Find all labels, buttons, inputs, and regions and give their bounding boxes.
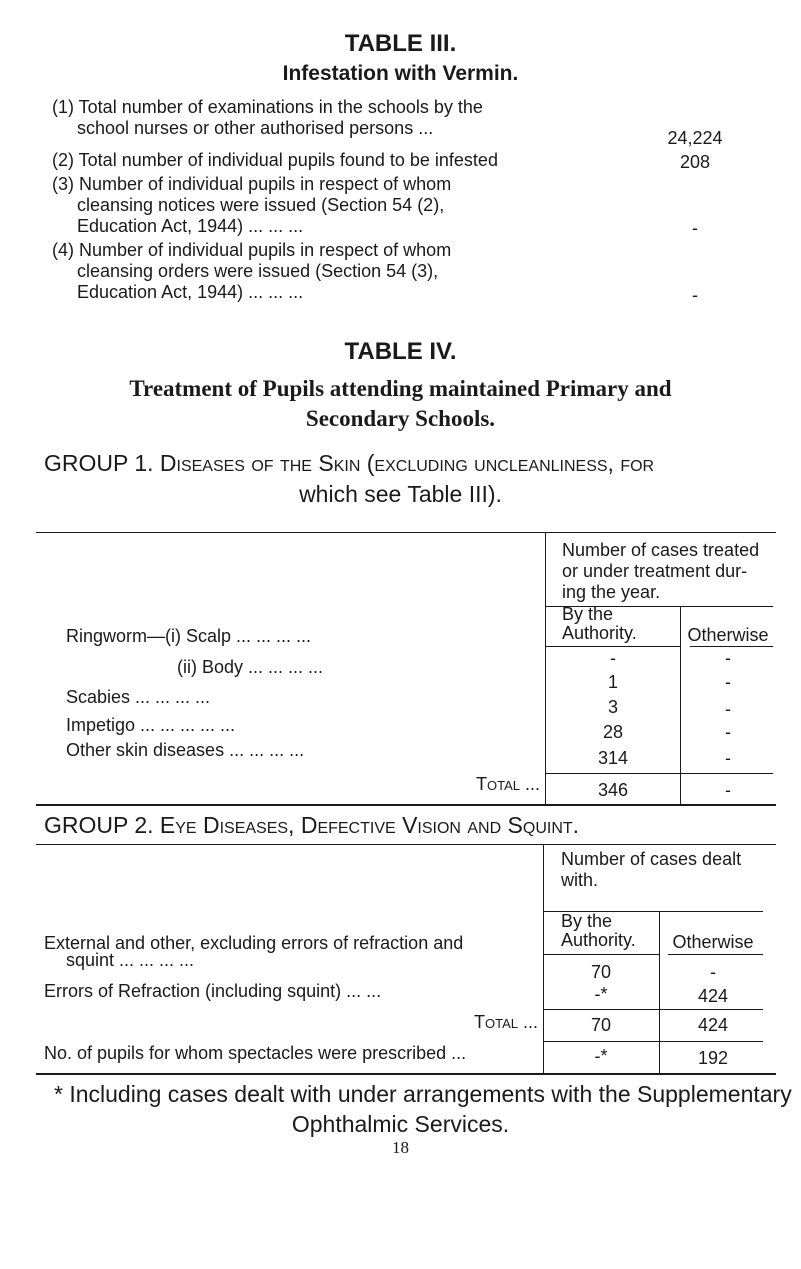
- g1-row-ringworm-scalp-authority: -: [610, 648, 616, 668]
- g2-rule-total-top: [543, 1009, 763, 1010]
- g1-row-other-skin-otherwise: -: [725, 748, 731, 768]
- g1-row-scabies: Scabies ... ... ... ...: [66, 687, 211, 707]
- item-line: school nurses or other authorised persons ...: [77, 118, 434, 138]
- g1-row-other-skin: Other skin diseases ... ... ... ...: [66, 740, 305, 760]
- g1-total-authority: 346: [597, 780, 629, 800]
- item-line: cleansing notices were issued (Section 54 (2),: [77, 195, 445, 215]
- g1-col-authority: [562, 605, 680, 643]
- g1-row-scabies-otherwise: -: [725, 699, 731, 719]
- table3-item-4: [52, 240, 612, 303]
- group2-heading: GROUP 2. Eye Diseases, Defective Vision and Squint.: [44, 812, 580, 838]
- g2-rule-total-bottom: [543, 1041, 763, 1042]
- col-authority-line: By the: [561, 911, 613, 931]
- g1-rule-bottom: [36, 804, 776, 806]
- g1-row-ringworm-body-otherwise: -: [725, 672, 731, 692]
- row-label-line: External and other, excluding errors of refraction and: [44, 933, 464, 953]
- g2-row-spectacles: No. of pupils for whom spectacles were prescribed ...: [44, 1043, 467, 1063]
- g1-total-otherwise: -: [725, 780, 731, 800]
- g1-rule-total: [545, 773, 773, 774]
- g1-rule-divider: [545, 533, 546, 804]
- g1-row-scabies-authority: 3: [607, 697, 618, 717]
- g2-row-refraction-authority: -*: [594, 984, 608, 1004]
- row-label-line: squint ... ... ... ...: [66, 950, 195, 970]
- table3-item-1: [52, 97, 612, 139]
- g2-col-otherwise: Otherwise: [672, 932, 754, 952]
- g2-col-authority: [561, 912, 661, 950]
- g1-rule-sub-otherwise: [690, 646, 773, 647]
- col-authority-line: By the: [562, 604, 614, 624]
- g2-row-external-authority: 70: [590, 962, 612, 982]
- page-number: 18: [392, 1138, 409, 1157]
- g2-rule-divider: [543, 845, 544, 1074]
- item-line: (3) Number of individual pupils in respect of whom: [52, 174, 452, 194]
- g2-col-header: [561, 849, 781, 891]
- table3-title: TABLE III.: [344, 30, 457, 57]
- g1-rule-sub-authority: [545, 646, 680, 647]
- col-authority-line: Authority.: [561, 930, 636, 950]
- table3-value-3: -: [692, 218, 698, 238]
- g2-rule-sub-authority: [543, 954, 659, 955]
- g2-row-external: [44, 933, 539, 971]
- col-authority-line: Authority.: [562, 623, 637, 643]
- footnote-line2: Ophthalmic Services.: [291, 1111, 510, 1137]
- item-line: (2) Total number of individual pupils found to be infested: [52, 150, 498, 170]
- g2-total-authority: 70: [590, 1015, 612, 1035]
- g2-row-spectacles-authority: -*: [594, 1046, 608, 1066]
- g2-row-external-otherwise: -: [710, 962, 716, 982]
- g1-row-impetigo-otherwise: -: [725, 722, 731, 742]
- g2-rule-bottom: [36, 1073, 776, 1075]
- group1-heading-line1: GROUP 1. Diseases of the Skin (excluding uncleanliness, for: [44, 450, 655, 476]
- table3-subtitle: Infestation with Vermin.: [282, 62, 519, 85]
- g1-row-impetigo: Impetigo ... ... ... ... ...: [66, 715, 236, 735]
- table3-item-2: [52, 150, 612, 171]
- table3-value-2: 208: [679, 152, 711, 172]
- col-header-line: Number of cases dealt: [561, 849, 742, 869]
- g1-total-label: Total ...: [476, 774, 540, 794]
- col-header-line: ing the year.: [562, 582, 661, 602]
- g2-total-otherwise: 424: [697, 1015, 729, 1035]
- table4-subtitle-line1: Treatment of Pupils attending maintained Primary and: [129, 376, 672, 401]
- table3-value-1: 24,224: [667, 128, 723, 148]
- g2-row-refraction-otherwise: 424: [697, 986, 729, 1006]
- group1-heading-line2: which see Table III).: [299, 481, 502, 507]
- g1-col-otherwise: Otherwise: [687, 625, 769, 645]
- g1-col-header: [562, 540, 782, 603]
- g1-rule-top: [36, 532, 776, 533]
- g1-row-ringworm-scalp: Ringworm—(i) Scalp ... ... ... ...: [66, 626, 312, 646]
- g2-row-spectacles-otherwise: 192: [697, 1048, 729, 1068]
- g2-total-label: Total ...: [474, 1012, 538, 1032]
- g2-row-refraction: Errors of Refraction (including squint) ... ...: [44, 981, 382, 1001]
- col-header-line: or under treatment dur-: [562, 561, 748, 581]
- item-line: Education Act, 1944) ... ... ...: [77, 282, 304, 302]
- col-header-line: with.: [561, 870, 599, 890]
- g1-row-other-skin-authority: 314: [597, 748, 629, 768]
- g1-rule-col-divider: [680, 607, 681, 804]
- table3-value-4: -: [692, 285, 698, 305]
- col-header-line: Number of cases treated: [562, 540, 760, 560]
- table3-item-3: [52, 174, 612, 237]
- g2-rule-sub-otherwise: [668, 954, 763, 955]
- item-line: Education Act, 1944) ... ... ...: [77, 216, 304, 236]
- g1-row-ringworm-scalp-otherwise: -: [725, 648, 731, 668]
- g1-row-ringworm-body: (ii) Body ... ... ... ...: [177, 657, 324, 677]
- g2-rule-top: [36, 844, 776, 845]
- g1-row-ringworm-body-authority: 1: [607, 672, 618, 692]
- g1-row-impetigo-authority: 28: [602, 722, 624, 742]
- footnote-line1: * Including cases dealt with under arrangements with the Supplementary: [54, 1081, 792, 1107]
- item-line: (1) Total number of examinations in the schools by the: [52, 97, 483, 117]
- table4-title: TABLE IV.: [344, 338, 457, 365]
- table4-subtitle-line2: Secondary Schools.: [305, 406, 496, 431]
- item-line: (4) Number of individual pupils in respect of whom: [52, 240, 452, 260]
- item-line: cleansing orders were issued (Section 54 (3),: [77, 261, 439, 281]
